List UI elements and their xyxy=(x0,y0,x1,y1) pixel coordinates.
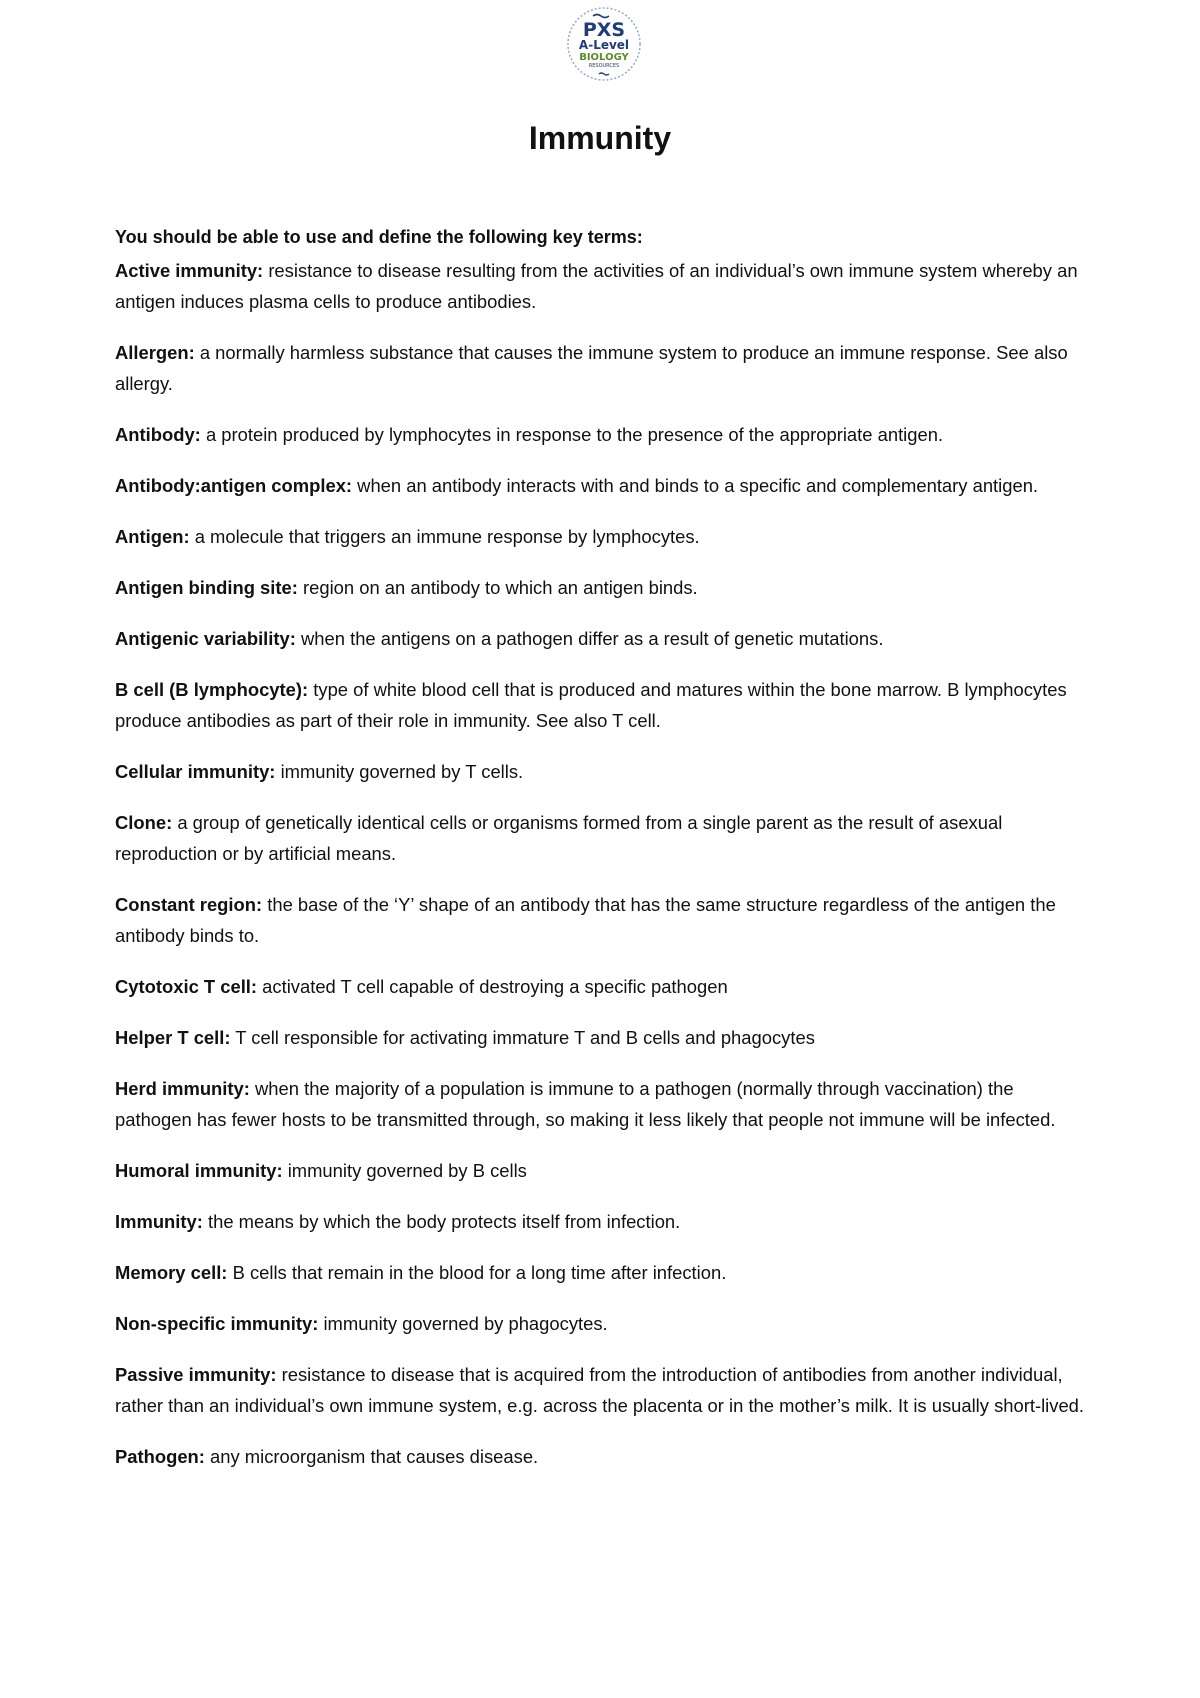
key-term-definition: B cells that remain in the blood for a long time after infection. xyxy=(232,1262,727,1283)
key-term-entry xyxy=(115,1155,1095,1186)
key-term-definition: when an antibody interacts with and binds to a specific and complementary antigen. xyxy=(357,475,1039,496)
page-title: Immunity xyxy=(528,120,672,156)
key-term-entry xyxy=(115,521,1095,552)
key-term-name: B cell (B lymphocyte): xyxy=(115,679,309,700)
key-terms-list xyxy=(115,255,1095,1472)
document-body xyxy=(115,222,1095,1492)
key-term-name: Clone: xyxy=(115,812,173,833)
key-term-entry xyxy=(115,623,1095,654)
key-term-entry xyxy=(115,470,1095,501)
key-term-name: Antibody: xyxy=(115,424,201,445)
key-term-name: Antigen: xyxy=(115,526,190,547)
pxs-logo-graphic xyxy=(566,6,642,82)
key-term-definition: immunity governed by phagocytes. xyxy=(323,1313,608,1334)
key-term-entry xyxy=(115,889,1095,951)
key-term-definition: a molecule that triggers an immune response by lymphocytes. xyxy=(194,526,700,547)
key-term-definition: when the antigens on a pathogen differ as a result of genetic mutations. xyxy=(301,628,884,649)
key-term-entry xyxy=(115,1441,1095,1472)
key-term-definition: a protein produced by lymphocytes in response to the presence of the appropriate antigen. xyxy=(205,424,944,445)
key-term-entry xyxy=(115,1359,1095,1421)
key-term-definition: region on an antibody to which an antigen binds. xyxy=(303,577,698,598)
logo-line-1: PXS xyxy=(582,19,626,41)
pxs-logo xyxy=(566,6,642,82)
key-term-entry xyxy=(115,674,1095,736)
key-term-definition: immunity governed by T cells. xyxy=(280,761,524,782)
key-term-name: Immunity: xyxy=(115,1211,203,1232)
key-term-name: Non-specific immunity: xyxy=(115,1313,319,1334)
key-term-definition: any microorganism that causes disease. xyxy=(210,1446,539,1467)
key-term-name: Antigen binding site: xyxy=(115,577,298,598)
key-term-name: Humoral immunity: xyxy=(115,1160,283,1181)
key-term-name: Allergen: xyxy=(115,342,195,363)
key-term-entry xyxy=(115,419,1095,450)
key-term-name: Passive immunity: xyxy=(115,1364,277,1385)
key-term-entry xyxy=(115,255,1095,317)
key-term-entry xyxy=(115,807,1095,869)
key-term-definition: T cell responsible for activating immature T and B cells and phagocytes xyxy=(235,1027,815,1048)
key-term-definition: when the majority of a population is immune to a pathogen (normally through vaccination) the pathogen has fewer hosts to be transmitted through, so making it less likely that people not immune will be infected. xyxy=(115,1078,1056,1130)
key-term-name: Antigenic variability: xyxy=(115,628,296,649)
key-term-name: Memory cell: xyxy=(115,1262,228,1283)
logo-line-3: BIOLOGY xyxy=(579,52,629,63)
key-terms-intro: You should be able to use and define the following key terms: xyxy=(115,227,643,247)
key-term-entry xyxy=(115,337,1095,399)
key-term-definition: the base of the ‘Y’ shape of an antibody that has the same structure regardless of the antigen the antibody binds to. xyxy=(115,894,1056,946)
key-term-definition: type of white blood cell that is produced and matures within the bone marrow. B lymphocytes produce antibodies as part of their role in immunity. See also T cell. xyxy=(115,679,1067,731)
key-term-entry xyxy=(115,1308,1095,1339)
key-term-definition: a group of genetically identical cells or organisms formed from a single parent as the result of asexual reproduction or by artificial means. xyxy=(115,812,1003,864)
key-term-entry xyxy=(115,1257,1095,1288)
key-term-name: Constant region: xyxy=(115,894,263,915)
key-term-entry xyxy=(115,971,1095,1002)
key-term-definition: activated T cell capable of destroying a specific pathogen xyxy=(262,976,728,997)
key-term-definition: immunity governed by B cells xyxy=(287,1160,527,1181)
key-term-entry xyxy=(115,1022,1095,1053)
key-term-definition: resistance to disease that is acquired from the introduction of antibodies from another individual, rather than an individual’s own immune system, e.g. across the placenta or in the mother’s milk. It is usually short-lived. xyxy=(115,1364,1085,1416)
key-term-definition: the means by which the body protects itself from infection. xyxy=(208,1211,681,1232)
key-term-entry xyxy=(115,1206,1095,1237)
key-term-entry xyxy=(115,1073,1095,1135)
key-term-name: Cellular immunity: xyxy=(115,761,276,782)
key-term-name: Active immunity: xyxy=(115,260,264,281)
key-term-definition: a normally harmless substance that causes the immune system to produce an immune response. See also allergy. xyxy=(115,342,1068,394)
logo-line-2: A-Level xyxy=(578,38,630,52)
key-term-name: Cytotoxic T cell: xyxy=(115,976,258,997)
key-term-entry xyxy=(115,756,1095,787)
key-term-name: Helper T cell: xyxy=(115,1027,231,1048)
key-term-definition: resistance to disease resulting from the activities of an individual’s own immune system whereby an antigen induces plasma cells to produce antibodies. xyxy=(115,260,1078,312)
key-term-name: Pathogen: xyxy=(115,1446,205,1467)
key-term-name: Antibody:antigen complex: xyxy=(115,475,353,496)
key-term-name: Herd immunity: xyxy=(115,1078,250,1099)
logo-line-4: RESOURCES xyxy=(588,63,620,69)
key-term-entry xyxy=(115,572,1095,603)
